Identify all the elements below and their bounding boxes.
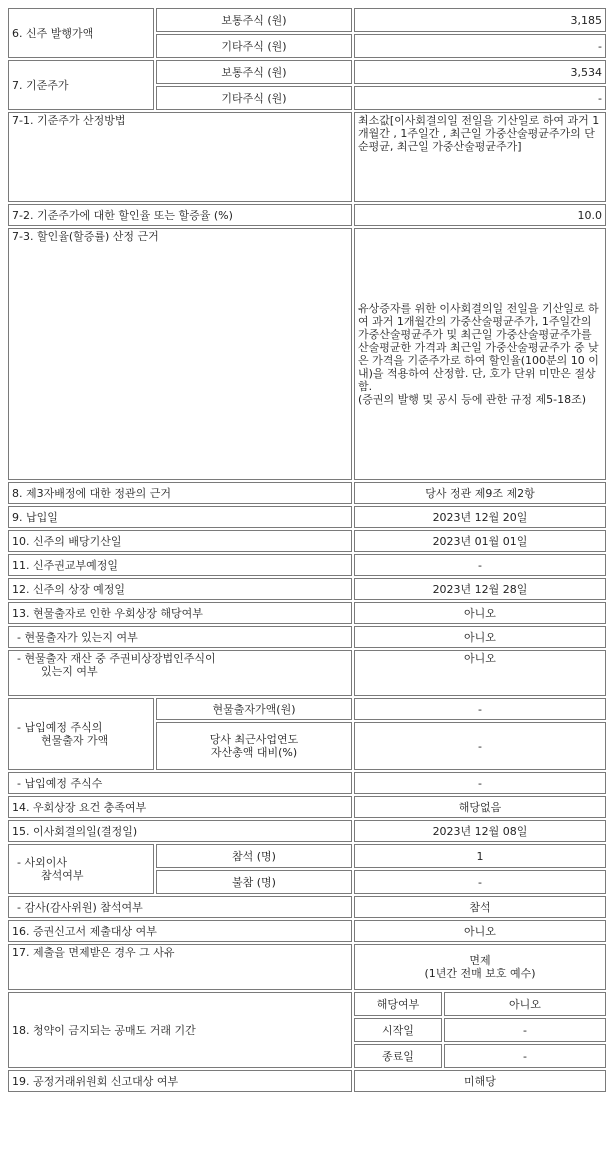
new-share-price-other-value: - [354,34,606,58]
unlisted-shares-label-line2: 있는지 여부 [41,665,98,678]
payment-date-label: 9. 납입일 [8,506,352,528]
discount-rate-value: 10.0 [354,204,606,226]
registration-statement-label: 16. 증권신고서 제출대상 여부 [8,920,352,942]
base-price-other-value: - [354,86,606,110]
other-stock-label: 기타주식 (원) [156,34,352,58]
directors-present-label: 참석 (명) [156,844,352,868]
new-share-price-common-value: 3,185 [354,8,606,32]
exemption-reason-value [354,944,606,990]
certificate-delivery-date-label: 11. 신주권교부예정일 [8,554,352,576]
discount-basis-regulation: (증권의 발행 및 공시 등에 관한 규정 제5-18조) [358,393,587,406]
common-stock-label: 보통주식 (원) [156,8,352,32]
ftc-report-label: 19. 공정거래위원회 신고대상 여부 [8,1070,352,1092]
asset-ratio-label-line2: 자산총액 대비(%) [210,746,298,759]
in-kind-contribution-value: 아니오 [354,626,606,648]
discount-rate-label: 7-2. 기준주가에 대한 할인율 또는 할증율 (%) [8,204,352,226]
backdoor-listing-value: 아니오 [354,602,606,624]
dividend-base-date-label: 10. 신주의 배당기산일 [8,530,352,552]
new-share-price-label: 6. 신주 발행가액 [8,8,154,58]
directors-absent-value: - [354,870,606,894]
listing-requirements-label: 14. 우회상장 요건 충족여부 [8,796,352,818]
dividend-base-date-value: 2023년 01월 01일 [354,530,606,552]
articles-basis-value: 당사 정관 제9조 제2항 [354,482,606,504]
short-sale-end-value: - [444,1044,606,1068]
discount-basis-value [354,228,606,480]
short-sale-applicable-value: 아니오 [444,992,606,1016]
outside-directors-label-line2: 참석여부 [41,869,84,882]
contribution-value-label-line2: 현물출자 가액 [41,734,109,747]
contribution-value-label [8,698,154,770]
listing-date-label: 12. 신주의 상장 예정일 [8,578,352,600]
outside-directors-label [8,844,154,894]
exemption-reason-label: 17. 제출을 면제받은 경우 그 사유 [8,944,352,990]
asset-ratio-value: - [354,722,606,770]
contribution-value-label-line1: - 납입예정 주식의 [17,721,103,734]
unlisted-shares-label [8,650,352,696]
disclosure-table [6,6,608,1094]
listing-date-value: 2023년 12월 28일 [354,578,606,600]
base-price-label: 7. 기준주가 [8,60,154,110]
exemption-reason-line1: 면제 [469,954,491,967]
discount-basis-text: 유상증자를 위한 이사회결의일 전일을 기산일로 하여 과거 1개월간의 가중산술평균주가, 1주일간의 가중산술평균주가 및 최근일 가중산술평균주가를 산술평균한 가격과 최근일 가중산술평균주가 중 낮은 가격을 기준주가로 하여 할인율(100분의 10 이내)을 적용하여 산정함. 단, 호가 단위 미만은 절상함. [358,302,599,393]
base-price-common-value: 3,534 [354,60,606,84]
share-count-value: - [354,772,606,794]
base-price-method-label: 7-1. 기준주가 산정방법 [8,112,352,202]
short-sale-start-value: - [444,1018,606,1042]
discount-basis-label: 7-3. 할인율(할증률) 산정 근거 [8,228,352,480]
in-kind-contribution-label: - 현물출자가 있는지 여부 [8,626,352,648]
common-stock-label: 보통주식 (원) [156,60,352,84]
auditor-attendance-label: - 감사(감사위원) 참석여부 [8,896,352,918]
auditor-attendance-value: 참석 [354,896,606,918]
exemption-reason-line2: (1년간 전매 보호 예수) [424,967,536,980]
unlisted-shares-label-line1: - 현물출자 재산 중 주권비상장법인주식이 [17,652,216,665]
board-resolution-date-label: 15. 이사회결의일(결정일) [8,820,352,842]
asset-ratio-label [156,722,352,770]
outside-directors-label-line1: - 사외이사 [17,856,67,869]
backdoor-listing-label: 13. 현물출자로 인한 우회상장 해당여부 [8,602,352,624]
short-sale-applicable-label: 해당여부 [354,992,442,1016]
directors-absent-label: 불참 (명) [156,870,352,894]
contribution-amount-label: 현물출자가액(원) [156,698,352,720]
asset-ratio-label-line1: 당사 최근사업연도 [209,733,299,746]
certificate-delivery-date-value: - [354,554,606,576]
ftc-report-value: 미해당 [354,1070,606,1092]
listing-requirements-value: 해당없음 [354,796,606,818]
contribution-amount-value: - [354,698,606,720]
base-price-method-value: 최소값[이사회결의일 전일을 기산일로 하여 과거 1개월간 , 1주일간 , 최근일 가중산술평균주가의 단순평균, 최근일 가중산술평균주가] [354,112,606,202]
short-sale-period-label: 18. 청약이 금지되는 공매도 거래 기간 [8,992,352,1068]
short-sale-end-label: 종료일 [354,1044,442,1068]
short-sale-start-label: 시작일 [354,1018,442,1042]
payment-date-value: 2023년 12월 20일 [354,506,606,528]
board-resolution-date-value: 2023년 12월 08일 [354,820,606,842]
other-stock-label: 기타주식 (원) [156,86,352,110]
registration-statement-value: 아니오 [354,920,606,942]
directors-present-value: 1 [354,844,606,868]
share-count-label: - 납입예정 주식수 [8,772,352,794]
unlisted-shares-value: 아니오 [354,650,606,696]
articles-basis-label: 8. 제3자배정에 대한 정관의 근거 [8,482,352,504]
